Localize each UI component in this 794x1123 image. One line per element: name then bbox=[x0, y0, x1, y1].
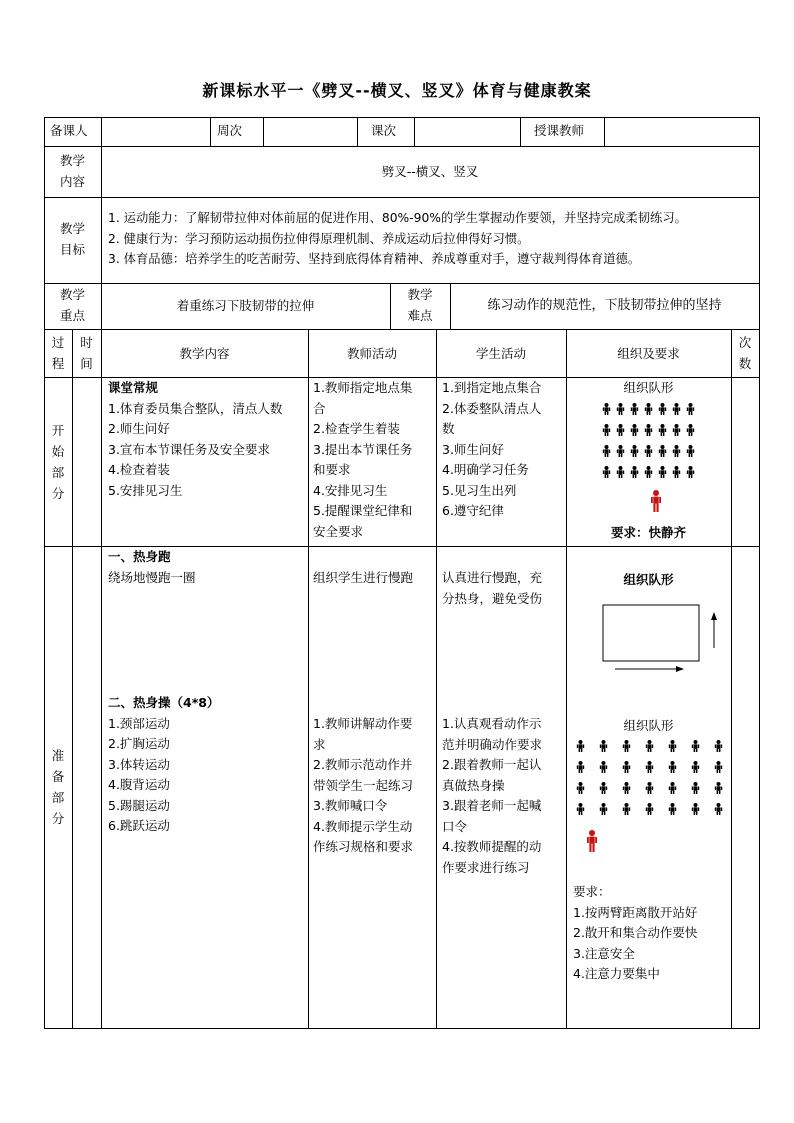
warmup-run-content: 一、热身跑 绕场地慢跑一圈 bbox=[108, 549, 196, 585]
row-3 bbox=[603, 445, 694, 457]
warmup-run-student: 认真进行慢跑，充 分热身，避免受伤 bbox=[442, 570, 543, 606]
key-point: 着重练习下肢韧带的拉伸 bbox=[176, 298, 315, 313]
difficulty-label: 教学 难点 bbox=[407, 287, 433, 323]
section-heading: 二、热身操（4*8） bbox=[108, 695, 220, 710]
row-4 bbox=[577, 803, 722, 815]
col-process: 过 程 bbox=[51, 335, 65, 371]
start-org-title: 组织队形 bbox=[623, 380, 674, 395]
warmup-exercise-content: 二、热身操（4*8） 1.颈部运动 2.扩胸运动 3.体转运动 4.腹背运动 5.踢腿运动 6.跳跃运动 bbox=[108, 695, 220, 833]
row-2 bbox=[577, 761, 722, 773]
start-teacher-activity: 1.教师指定地点集 合 2.检查学生着装 3.提出本节课任务 和要求 4.安排见习生 5.提醒课堂纪律和 安全要求 bbox=[313, 380, 413, 539]
start-student-activity: 1.到指定地点集合 2.体委整队清点人 数 3.师生问好 4.明确学习任务 5.见习生出列 6.遵守纪律 bbox=[442, 380, 542, 518]
key-label: 教学 重点 bbox=[59, 287, 85, 323]
content-label: 教学 内容 bbox=[59, 153, 85, 189]
col-teacher: 教师活动 bbox=[346, 346, 397, 361]
goals-label: 教学 目标 bbox=[59, 221, 85, 257]
goals-list bbox=[108, 208, 687, 270]
col-student: 学生活动 bbox=[475, 346, 526, 361]
section-heading: 课堂常规 bbox=[108, 380, 159, 395]
start-formation bbox=[602, 403, 698, 481]
warmup-exercise-teacher: 1.教师讲解动作要 求 2.教师示范动作并 带领学生一起练习 3.教师喊口令 4.教师提示学生动 作练习规格和要求 bbox=[313, 716, 414, 854]
difficulty-point: 练习动作的规范性，下肢韧带拉伸的坚持 bbox=[487, 298, 722, 313]
col-time: 时 间 bbox=[80, 335, 93, 371]
running-route-diagram bbox=[600, 600, 725, 675]
lesson-topic: 劈叉--横叉、竖叉 bbox=[381, 164, 479, 179]
warmup-run-org-title: 组织队形 bbox=[623, 572, 674, 587]
warmup-exercise-student: 1.认真观看动作示 范并明确动作要求 2.跟着教师一起认 真做热身操 3.跟着老师一起喊 口令 4.按教师提醒的动 作要求进行练习 bbox=[442, 716, 543, 875]
lesson-label: 课次 bbox=[371, 123, 397, 138]
week-label: 周次 bbox=[217, 123, 243, 138]
page-title: 新课标水平一《劈叉--横叉、竖叉》体育与健康教案 bbox=[202, 81, 592, 100]
stage-start: 开 始 部 分 bbox=[51, 423, 65, 501]
start-requirement: 要求：快静齐 bbox=[610, 525, 686, 540]
prepare-person-label: 备课人 bbox=[50, 123, 88, 138]
col-organization: 组织及要求 bbox=[617, 346, 680, 361]
teacher-marker-icon bbox=[650, 490, 662, 512]
col-content: 教学内容 bbox=[179, 346, 230, 361]
teacher-marker-icon bbox=[586, 830, 598, 852]
section-heading: 一、热身跑 bbox=[108, 549, 171, 564]
warmup-run-teacher: 组织学生进行慢跑 bbox=[313, 570, 414, 585]
row-3 bbox=[577, 782, 722, 794]
exercise-formation bbox=[576, 740, 724, 818]
student-formation-diagram bbox=[602, 403, 698, 481]
start-content: 课堂常规 1.体育委员集合整队，清点人数 2.师生问好 3.宣布本节课任务及安全要求 4.检查着装 5.安排见习生 bbox=[108, 380, 283, 498]
student-formation-diagram bbox=[576, 740, 724, 818]
goal-item: 3. 体育品德：培养学生的吃苦耐劳、坚持到底得体育精神、养成尊重对手，遵守裁判得体育道德。 bbox=[108, 252, 641, 266]
exercise-requirements: 要求： 1.按两臂距离散开站好 2.散开和集合动作要快 3.注意安全 4.注意力要集中 bbox=[573, 884, 698, 981]
row-1 bbox=[577, 740, 722, 752]
row-1 bbox=[603, 403, 694, 415]
warmup-exercise-org-title: 组织队形 bbox=[623, 718, 674, 733]
teacher-label: 授课教师 bbox=[534, 123, 585, 138]
goal-item: 2. 健康行为：学习预防运动损伤拉伸得原理机制、养成运动后拉伸得好习惯。 bbox=[108, 231, 530, 246]
col-count: 次 数 bbox=[738, 335, 752, 371]
row-2 bbox=[603, 424, 694, 436]
row-4 bbox=[603, 466, 694, 478]
stage-prepare: 准 备 部 分 bbox=[51, 748, 65, 826]
goal-item: 1. 运动能力：了解韧带拉伸对体前屈的促进作用、80%-90%的学生掌握动作要领，并坚持完成柔韧练习。 bbox=[108, 211, 687, 225]
